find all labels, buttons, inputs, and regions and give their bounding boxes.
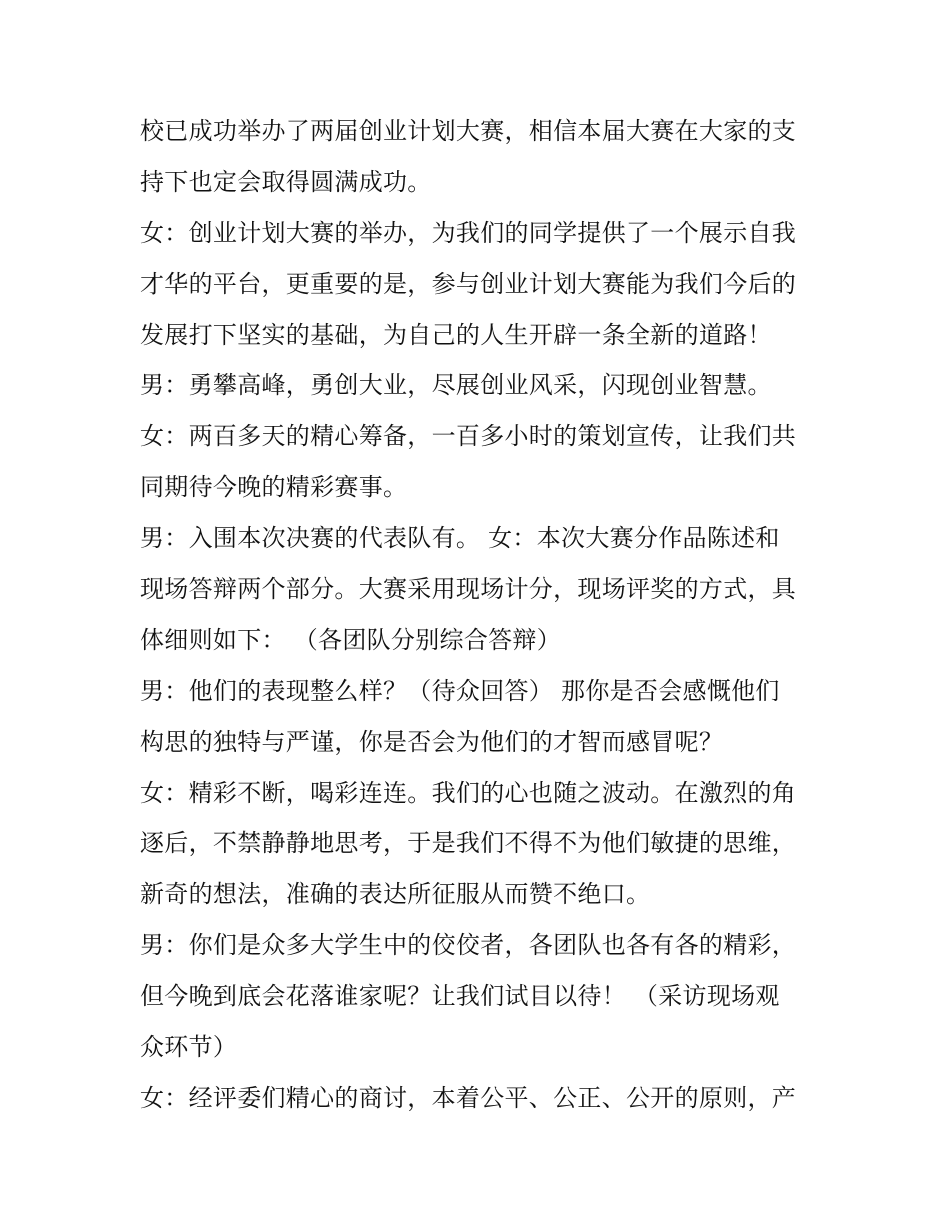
text-line: 同期待今晚的精彩赛事。 [140, 473, 408, 502]
text-line: 构思的独特与严谨，你是否会为他们的才智而感冒呢？ [140, 727, 724, 756]
text-line: 才华的平台，更重要的是，参与创业计划大赛能为我们今后的 [140, 269, 797, 298]
text-line: 女：创业计划大赛的举办，为我们的同学提供了一个展示自我 [140, 218, 797, 247]
text-line: 但今晚到底会花落谁家呢？让我们试目以待！ （采访现场观 [140, 982, 780, 1011]
text-line: 女：两百多天的精心筹备，一百多小时的策划宣传，让我们共 [140, 422, 797, 451]
text-line: 男：入围本次决赛的代表队有。 女：本次大赛分作品陈述和 [140, 524, 780, 553]
text-line: 持下也定会取得圆满成功。 [140, 167, 432, 196]
text-line: 女：精彩不断，喝彩连连。我们的心也随之波动。在激烈的角 [140, 778, 797, 807]
text-line: 发展打下坚实的基础，为自己的人生开辟一条全新的道路！ [140, 320, 772, 349]
text-line: 男：勇攀高峰，勇创大业，尽展创业风采，闪现创业智慧。 [140, 371, 772, 400]
text-line: 校已成功举办了两届创业计划大赛，相信本届大赛在大家的支 [140, 117, 797, 145]
text-line: 众环节） [140, 1033, 238, 1062]
text-line: 新奇的想法，准确的表达所征服从而赞不绝口。 [140, 880, 651, 909]
text-line: 男：你们是众多大学生中的佼佼者，各团队也各有各的精彩， [140, 931, 797, 960]
text-line: 现场答辩两个部分。大赛采用现场计分，现场评奖的方式，具 [140, 575, 797, 604]
text-line: 体细则如下： （各团队分别综合答辩） [140, 625, 562, 654]
text-line: 女：经评委们精心的商讨，本着公平、公正、公开的原则，产 [140, 1083, 797, 1112]
text-line: 逐后，不禁静静地思考，于是我们不得不为他们敏捷的思维， [140, 829, 797, 858]
document-body [140, 106, 820, 1124]
text-line: 男：他们的表现整么样？（待众回答） 那你是否会感慨他们 [140, 676, 780, 705]
